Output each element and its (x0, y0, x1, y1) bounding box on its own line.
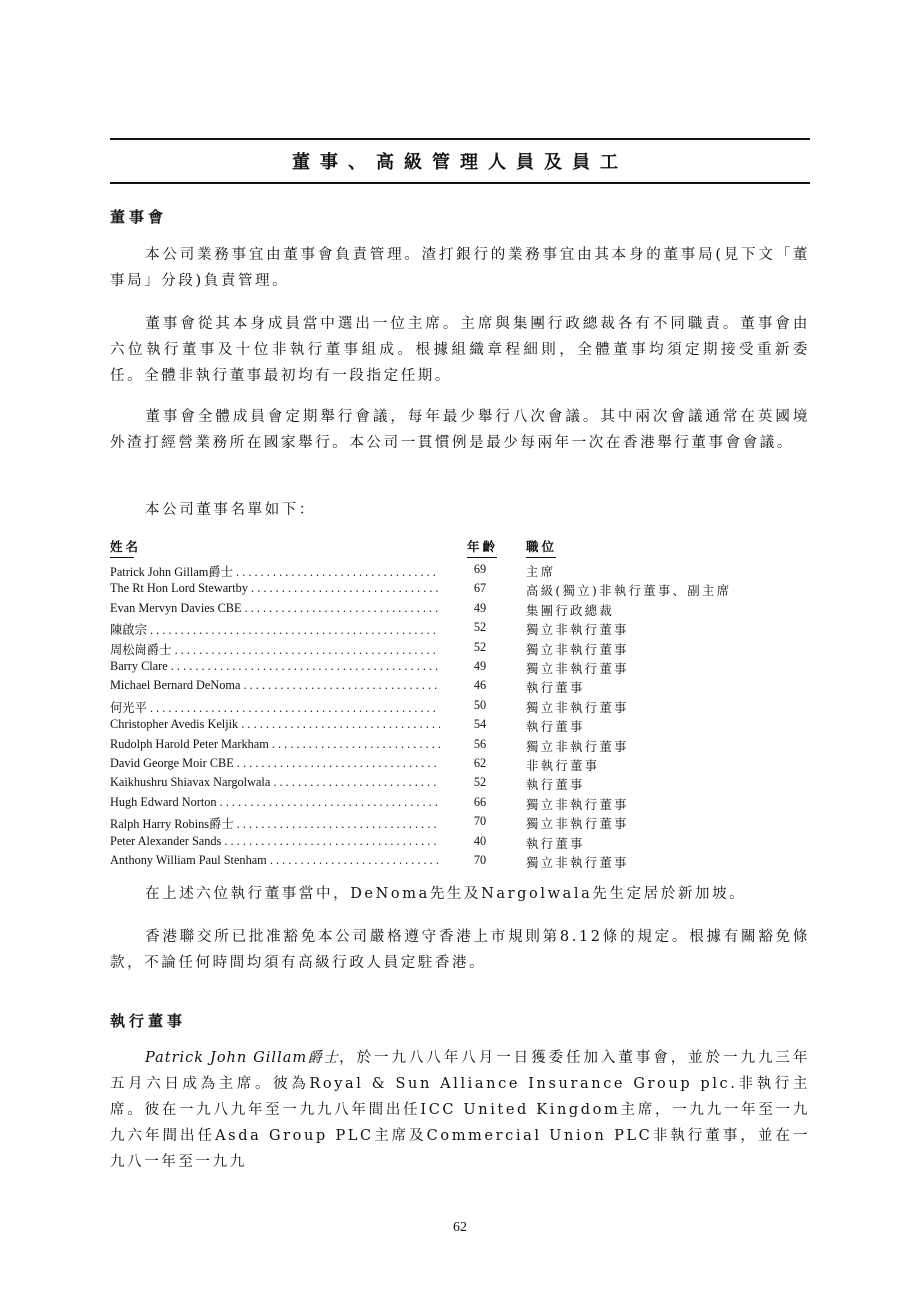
director-position: 主席 (526, 565, 556, 579)
table-row (110, 814, 810, 833)
header-position: 職位 (526, 539, 558, 554)
director-position: 執行董事 (526, 681, 585, 696)
director-age: 67 (473, 581, 487, 596)
director-name: Kaikhushru Shiavax Nargolwala . . . (110, 775, 440, 790)
director-age: 70 (473, 853, 487, 867)
table-row (110, 678, 810, 697)
header-age-underline (467, 557, 497, 558)
director-name: Michael Bernard DeNoma . . . (110, 678, 440, 693)
executive-heading: 執行董事 (110, 1012, 187, 1030)
director-age: 46 (473, 678, 487, 693)
director-age: 70 (473, 814, 487, 829)
director-age: 52 (473, 620, 487, 635)
director-position: 執行董事 (526, 836, 585, 851)
director-name: David George Moir CBE . . . (110, 756, 440, 771)
director-name: Patrick John Gillam爵士 . . . (110, 562, 440, 580)
director-name: Peter Alexander Sands . . . (110, 834, 440, 849)
board-heading: 董事會 (110, 208, 168, 226)
director-age: 52 (473, 775, 487, 790)
director-name: Anthony William Paul Stenham . . . (110, 853, 440, 868)
table-row (110, 795, 810, 814)
header-age: 年齡 (467, 539, 499, 554)
page-number: 62 (453, 1220, 467, 1235)
executive-paragraph-1: Patrick John Gillam爵士，於一九八八年八月一日獲委任加入董事會，並於一九九三年五月六日成為主席。彼為Royal & Sun Alliance Insurance Group plc.非執行主席。彼在一九八九年至一九九八年間出任ICC United Kingdom主席，一九九一年至一九九六年間出任Asda Group PLC主席及Commercial Union PLC非執行董事，並在一九八一年至一九九 (110, 1050, 810, 1170)
director-position: 獨立非執行董事 (526, 623, 629, 638)
director-position: 獨立非執行董事 (526, 797, 629, 812)
director-age: 66 (473, 794, 487, 809)
director-position: 獨立非執行董事 (526, 856, 629, 870)
after-table-paragraph-2: 香港聯交所已批准豁免本公司嚴格遵守香港上市規則第8.12條的規定。根據有關豁免條款，不論任何時間均須有高級行政人員定駐香港。 (110, 929, 810, 971)
table-row (110, 834, 810, 853)
header-position-underline (526, 557, 556, 558)
table-row (110, 620, 810, 639)
top-rule (110, 138, 810, 140)
director-name: 何光平 . . . (110, 698, 440, 716)
director-position: 獨立非執行董事 (526, 700, 629, 715)
header-name: 姓名 (110, 539, 142, 554)
header-name-underline (110, 557, 134, 558)
table-row (110, 698, 810, 717)
director-age: 49 (473, 659, 487, 673)
director-position: 獨立非執行董事 (526, 642, 629, 657)
director-name: 陳啟宗 . . . (110, 620, 440, 638)
board-paragraph-2: 董事會從其本身成員當中選出一位主席。主席與集團行政總裁各有不同職責。董事會由六位執行董事及十位非執行董事組成。根據組織章程細則，全體董事均須定期接受重新委任。全體非執行董事最初均有一段指定任期。 (110, 316, 810, 384)
table-row (110, 601, 810, 620)
director-position: 獨立非執行董事 (526, 817, 629, 832)
table-row (110, 853, 810, 872)
director-age: 56 (473, 736, 487, 751)
table-row (110, 775, 810, 794)
director-name: Ralph Harry Robins爵士 . . . (110, 814, 440, 832)
director-name: Hugh Edward Norton . . . (110, 795, 440, 810)
table-row (110, 562, 810, 581)
page-title: 董事、高級管理人員及員工 (292, 152, 628, 173)
director-name: Rudolph Harold Peter Markham . . . (110, 737, 440, 752)
director-name: Barry Clare . . . (110, 659, 440, 674)
table-row (110, 581, 810, 600)
table-row (110, 640, 810, 659)
director-position: 非執行董事 (526, 759, 600, 773)
director-position: 執行董事 (526, 778, 585, 793)
table-row (110, 659, 810, 678)
director-position: 獨立非執行董事 (526, 739, 629, 754)
director-age: 62 (473, 756, 487, 770)
after-table-paragraph-1: 在上述六位執行董事當中，DeNoma先生及Nargolwala先生定居於新加坡。 (145, 886, 747, 902)
director-age: 69 (473, 562, 487, 576)
director-age: 40 (473, 833, 487, 848)
director-name: Christopher Avedis Keljik . . . (110, 717, 440, 732)
director-position: 高級(獨立)非執行董事、副主席 (526, 584, 732, 599)
table-row (110, 756, 810, 775)
board-paragraph-3: 董事會全體成員會定期舉行會議，每年最少舉行八次會議。其中兩次會議通常在英國境外渣打經營業務所在國家舉行。本公司一貫慣例是最少每兩年一次在香港舉行董事會會議。 (110, 409, 810, 451)
board-paragraph-4: 本公司董事名單如下： (145, 502, 316, 518)
director-age: 54 (473, 717, 487, 732)
director-position: 集團行政總裁 (526, 603, 615, 618)
director-name: 周松崗爵士 . . . (110, 640, 440, 658)
table-row (110, 717, 810, 736)
director-position: 執行董事 (526, 720, 585, 735)
director-age: 50 (473, 697, 487, 712)
board-paragraph-1: 本公司業務事宜由董事會負責管理。渣打銀行的業務事宜由其本身的董事局(見下文「董事局」分段)負責管理。 (110, 247, 810, 289)
director-age: 49 (473, 600, 487, 615)
director-name: The Rt Hon Lord Stewartby . . . (110, 581, 440, 596)
title-bottom-rule (110, 182, 810, 184)
table-row (110, 737, 810, 756)
director-position: 獨立非執行董事 (526, 662, 629, 676)
director-name: Evan Mervyn Davies CBE . . . (110, 601, 440, 616)
director-age: 52 (473, 639, 487, 654)
